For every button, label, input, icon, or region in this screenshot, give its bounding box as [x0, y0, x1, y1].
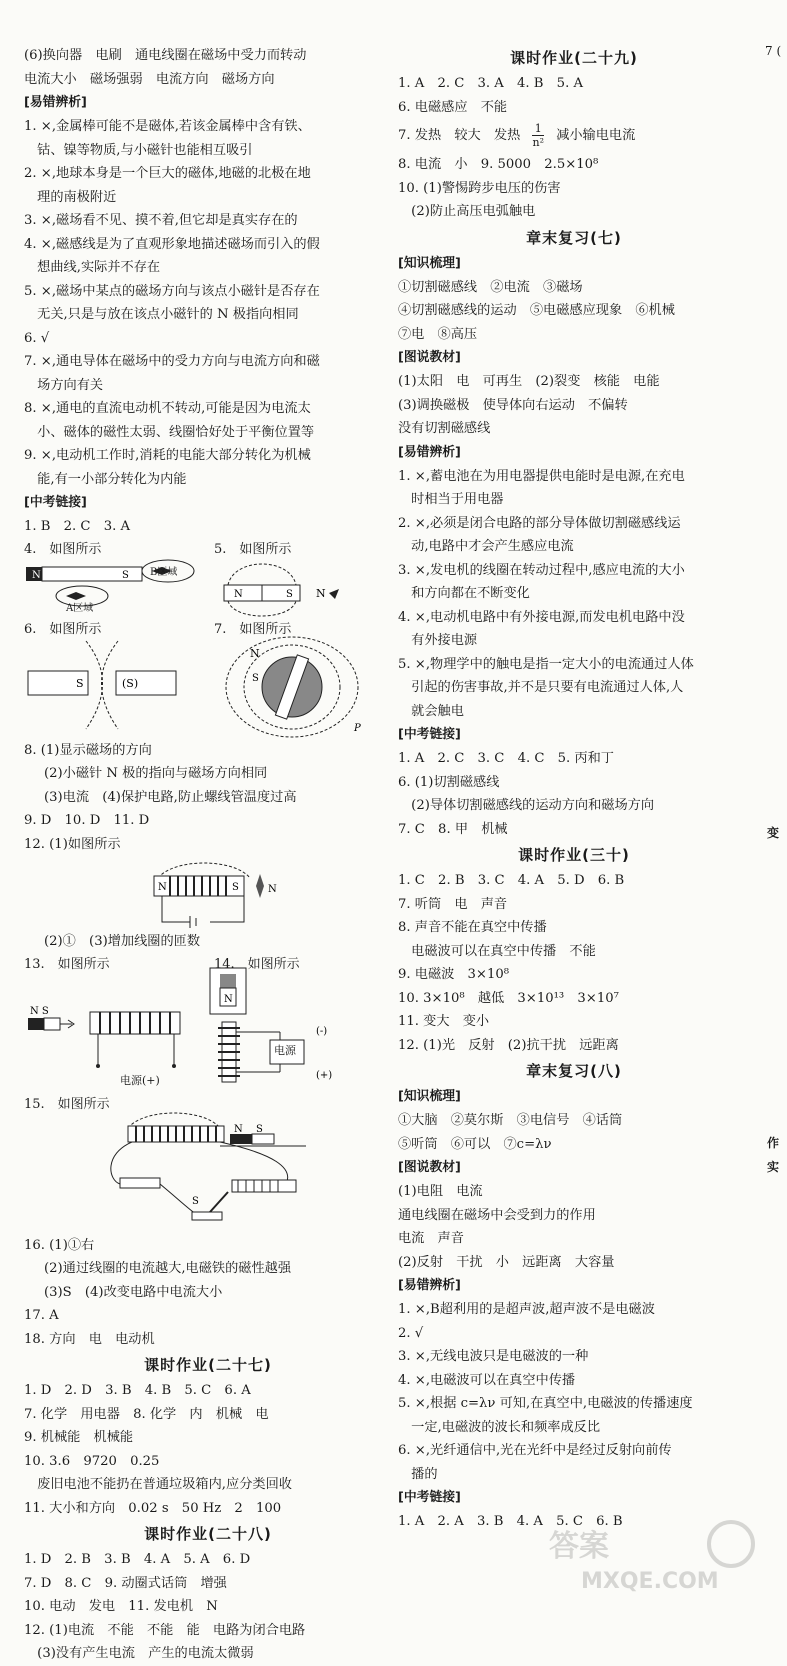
text-line: 1. ×,B超利用的是超声波,超声波不是电磁波	[398, 1302, 655, 1317]
text-line: 6. √	[24, 330, 50, 346]
svg-text:N: N	[250, 646, 260, 660]
text-line: 钴、镍等物质,与小磁针也能相互吸引	[24, 142, 253, 158]
text-line: ⑤听筒 ⑥可以 ⑦c=λν	[398, 1136, 552, 1152]
text-line: 2. ×,地球本身是一个巨大的磁体,地磁的北极在地	[24, 166, 311, 181]
svg-text:S: S	[256, 1123, 263, 1135]
fig15-caption: 15. 如图所示	[24, 1096, 110, 1112]
text-line: 想曲线,实际并不存在	[24, 260, 161, 275]
text-line: 1. D 2. D 3. B 4. B 5. C 6. A	[24, 1383, 251, 1398]
watermark-logo	[541, 1514, 781, 1594]
circuit-figure-15	[24, 1094, 392, 1234]
text-line: 废旧电池不能扔在普通垃圾箱内,应分类回收	[24, 1477, 292, 1492]
figure-row-6-7	[24, 619, 392, 739]
magnet-figure-6-7	[24, 619, 392, 739]
section-heading-zhongkao: [中考链接]	[398, 727, 461, 742]
text-line: 电流大小 磁场强弱 电流方向 磁场方向	[24, 71, 275, 87]
fig4-a-label: A区域	[66, 602, 94, 614]
text-line: 17. A	[24, 1308, 59, 1323]
text-line: ①切割磁感线 ②电流 ③磁场	[398, 279, 583, 295]
left-column	[24, 44, 392, 1666]
svg-text:S: S	[76, 676, 84, 690]
text-line: 6. 电磁感应 不能	[398, 99, 508, 115]
section-title-29: 课时作业(二十九)	[510, 49, 638, 67]
text-line: 引起的伤害事故,并不是只要有电流通过人体,人	[398, 680, 684, 695]
text-line: 10. 电动 发电 11. 发电机 N	[24, 1599, 218, 1614]
text-line: 9. D 10. D 11. D	[24, 813, 150, 828]
text-line: 9. 电磁波 3×10⁸	[398, 967, 510, 982]
text-line: 16. (1)①右	[24, 1237, 95, 1253]
text-line: 1. B 2. C 3. A	[24, 519, 131, 534]
text-line: (3)S (4)改变电路中电流大小	[44, 1284, 223, 1300]
text-line: 理的南极附近	[24, 189, 117, 205]
text-line: 动,电路中才会产生感应电流	[398, 539, 574, 554]
text-line: 5. ×,磁场中某点的磁场方向与该点小磁针是否存在	[24, 283, 320, 299]
text-line: 1. A 2. C 3. C 4. C 5. 丙和丁	[398, 751, 614, 766]
fraction-denominator: n²	[532, 136, 544, 149]
text-line: 9. ×,电动机工作时,消耗的电能大部分转化为机械	[24, 448, 311, 463]
figure-12	[24, 856, 392, 930]
section-heading-zhishi: [知识梳理]	[398, 255, 461, 271]
text-fragment: 7. 发热 较大 发热	[398, 128, 521, 143]
edge-fragment: 变	[767, 826, 780, 840]
svg-text:(-): (-)	[316, 1025, 328, 1037]
svg-text:N: N	[234, 588, 243, 600]
text-line: 没有切割磁感线	[398, 421, 491, 436]
section-heading-zhongkao: [中考链接]	[398, 1490, 461, 1505]
svg-text:N: N	[32, 569, 41, 581]
edge-fragment: 实	[767, 1160, 780, 1174]
svg-text:S: S	[232, 882, 239, 893]
text-line: 7. C 8. 甲 机械	[398, 821, 508, 837]
section-heading-tushuo: [图说教材]	[398, 1160, 461, 1175]
svg-text:N: N	[268, 884, 277, 895]
svg-text:(S): (S)	[122, 676, 139, 690]
fig13-caption: 13. 如图所示	[24, 956, 110, 972]
text-line: 6. ×,光纤通信中,光在光纤中是经过反射向前传	[398, 1443, 672, 1458]
text-line: 3. ×,发电机的线圈在转动过程中,感应电流的大小	[398, 562, 685, 578]
fig5-caption: 5. 如图所示	[214, 541, 292, 557]
text-line: 3. ×,磁场看不见、摸不着,但它却是真实存在的	[24, 213, 298, 228]
text-line: ①大脑 ②莫尔斯 ③电信号 ④话筒	[398, 1113, 623, 1128]
text-line: 1. A 2. C 3. A 4. B 5. A	[398, 76, 583, 91]
text-line: 10. 3×10⁸ 越低 3×10¹³ 3×10⁷	[398, 990, 619, 1006]
text-line: 小、磁体的磁性太弱、线圈恰好处于平衡位置等	[24, 424, 315, 440]
text-line: 7. 听筒 电 声音	[398, 896, 508, 912]
text-line: 1. A 2. A 3. B 4. A 5. C 6. B	[398, 1514, 623, 1529]
edge-fragment: 作	[767, 1136, 780, 1150]
text-line: 9. 机械能 机械能	[24, 1430, 134, 1445]
svg-text:N: N	[234, 1123, 243, 1135]
text-line: 就会触电	[398, 703, 464, 719]
svg-text:S: S	[122, 569, 129, 581]
svg-text:P: P	[354, 722, 361, 734]
svg-text:答案: 答案	[549, 1529, 609, 1564]
text-line: 一定,电磁波的波长和频率成反比	[398, 1419, 601, 1435]
fig7-caption: 7. 如图所示	[214, 621, 292, 637]
text-line: 5. ×,物理学中的触电是指一定大小的电流通过人体	[398, 656, 694, 672]
section-title-28: 课时作业(二十八)	[144, 1525, 272, 1543]
text-line: 11. 变大 变小	[398, 1014, 490, 1029]
section-heading-yicuo: [易错辨析]	[24, 95, 87, 110]
text-line: (1)电阻 电流	[398, 1184, 483, 1199]
text-line: (3)调换磁极 使导体向右运动 不偏转	[398, 397, 628, 413]
section-title-27: 课时作业(二十七)	[144, 1356, 272, 1374]
text-line: 8. 声音不能在真空中传播	[398, 920, 547, 935]
svg-text:(+): (+)	[316, 1069, 333, 1081]
text-line: 时相当于用电器	[398, 492, 504, 507]
text-line: 1. ×,金属棒可能不是磁体,若该金属棒中含有铁、	[24, 119, 311, 134]
power-plus-label: 电源(+)	[120, 1073, 160, 1087]
text-line-fraction	[398, 119, 750, 153]
cropped-page-edge	[757, 44, 787, 1564]
text-line: 12. (1)电流 不能 不能 能 电路为闭合电路	[24, 1622, 306, 1638]
text-line: (2)反射 干扰 小 远距离 大容量	[398, 1254, 615, 1270]
text-line: 1. ×,蓄电池在为用电器提供电能时是电源,在充电	[398, 468, 685, 484]
text-line: 6. (1)切割磁感线	[398, 774, 500, 790]
text-line: 10. 3.6 9720 0.25	[24, 1453, 160, 1469]
svg-text:S: S	[192, 1195, 199, 1207]
text-line: 4. ×,磁感线是为了直观形象地描述磁场而引入的假	[24, 236, 320, 252]
text-line: 1. D 2. B 3. B 4. A 5. A 6. D	[24, 1552, 251, 1567]
figure-row-13-14	[24, 954, 392, 1094]
text-line: ④切割磁感线的运动 ⑤电磁感应现象 ⑥机械	[398, 303, 675, 318]
fig4-b-label: B区域	[150, 566, 178, 578]
text-line: ⑦电 ⑧高压	[398, 326, 478, 342]
section-heading-zhishi: [知识梳理]	[398, 1089, 461, 1104]
text-line: 无关,只是与放在该点小磁针的 N 极指向相同	[24, 307, 299, 322]
text-line: 1. C 2. B 3. C 4. A 5. D 6. B	[398, 873, 625, 888]
text-line: 场方向有关	[24, 377, 104, 393]
svg-text:N S: N S	[30, 1005, 49, 1017]
text-line: (2)通过线圈的电流越大,电磁铁的磁性越强	[44, 1261, 292, 1276]
text-line: 通电线圈在磁场中会受到力的作用	[398, 1207, 596, 1223]
text-line: 8. ×,通电的直流电动机不转动,可能是因为电流太	[24, 401, 311, 416]
section-title-ch8: 章末复习(八)	[526, 1062, 622, 1080]
text-line: (3)没有产生电流 产生的电流太微弱	[24, 1646, 254, 1661]
text-line: 11. 大小和方向 0.02 s 50 Hz 2 100	[24, 1500, 282, 1516]
text-line: 3. ×,无线电波只是电磁波的一种	[398, 1349, 589, 1364]
text-line: 5. ×,根据 c=λν 可知,在真空中,电磁波的传播速度	[398, 1396, 693, 1411]
text-line: 2. √	[398, 1325, 424, 1341]
text-line: (6)换向器 电刷 通电线圈在磁场中受力而转动	[24, 48, 307, 63]
section-heading-yicuo: [易错辨析]	[398, 444, 461, 460]
text-line: 10. (1)警惕跨步电压的伤害	[398, 180, 561, 196]
svg-text:S: S	[252, 672, 259, 684]
text-line: 4. ×,电动机电路中有外接电源,而发电机电路中没	[398, 609, 685, 625]
figure-15	[24, 1094, 392, 1234]
text-line: 7. D 8. C 9. 动圈式话筒 增强	[24, 1575, 227, 1591]
power-label: 电源	[274, 1043, 296, 1057]
text-line: 8. (1)显示磁场的方向	[24, 742, 152, 758]
fig6-caption: 6. 如图所示	[24, 621, 102, 637]
section-title-30: 课时作业(三十)	[518, 846, 630, 864]
text-line: (1)太阳 电 可再生 (2)裂变 核能 电能	[398, 374, 660, 389]
text-line: (2)① (3)增加线圈的匝数	[44, 934, 201, 949]
section-title-ch7: 章末复习(七)	[526, 228, 622, 247]
svg-text:N: N	[158, 882, 167, 893]
text-line: 18. 方向 电 电动机	[24, 1331, 155, 1347]
text-line: 12. (1)如图所示	[24, 836, 121, 852]
section-heading-tushuo: [图说教材]	[398, 350, 461, 365]
text-line: 电流 声音	[398, 1231, 464, 1246]
section-heading-zhongkao: [中考链接]	[24, 495, 87, 510]
solenoid-figure-13-14	[24, 954, 392, 1094]
text-line: (2)防止高压电弧触电	[398, 204, 536, 219]
text-line: 8. 电流 小 9. 5000 2.5×10⁸	[398, 157, 599, 172]
text-fragment: 减小输电电流	[556, 128, 636, 143]
text-line: 能,有一小部分转化为内能	[24, 471, 187, 487]
text-line: 有外接电源	[398, 633, 478, 648]
text-line: 和方向都在不断变化	[398, 586, 530, 601]
text-line: 4. ×,电磁波可以在真空中传播	[398, 1372, 576, 1388]
text-line: 播的	[398, 1466, 438, 1482]
figure-row-4-5	[24, 539, 392, 619]
section-heading-yicuo: [易错辨析]	[398, 1278, 461, 1293]
text-line: 2. ×,必须是闭合电路的部分导体做切割磁感线运	[398, 515, 681, 531]
solenoid-figure-12	[24, 856, 392, 930]
svg-text:S: S	[286, 588, 293, 600]
fraction-numerator: 1	[532, 122, 544, 136]
text-line: 7. 化学 用电器 8. 化学 内 机械 电	[24, 1406, 269, 1422]
text-line: 12. (1)光 反射 (2)抗干扰 远距离	[398, 1037, 619, 1053]
right-column	[398, 44, 750, 1534]
text-line: 电磁波可以在真空中传播 不能	[398, 943, 596, 959]
edge-fragment: 7 (	[765, 44, 782, 58]
text-line: (3)电流 (4)保护电路,防止螺线管温度过高	[44, 789, 297, 805]
fig4-caption: 4. 如图所示	[24, 541, 102, 557]
text-line: (2)导体切割磁感线的运动方向和磁场方向	[398, 798, 655, 813]
fig14-caption: 14. 如图所示	[214, 956, 300, 972]
svg-text:N: N	[316, 586, 326, 600]
svg-text:MXQE.COM: MXQE.COM	[581, 1569, 719, 1594]
svg-text:N: N	[224, 993, 233, 1005]
text-line: 7. ×,通电导体在磁场中的受力方向与电流方向和磁	[24, 354, 320, 369]
text-line: (2)小磁针 N 极的指向与磁场方向相同	[44, 766, 268, 781]
fraction	[532, 122, 544, 149]
